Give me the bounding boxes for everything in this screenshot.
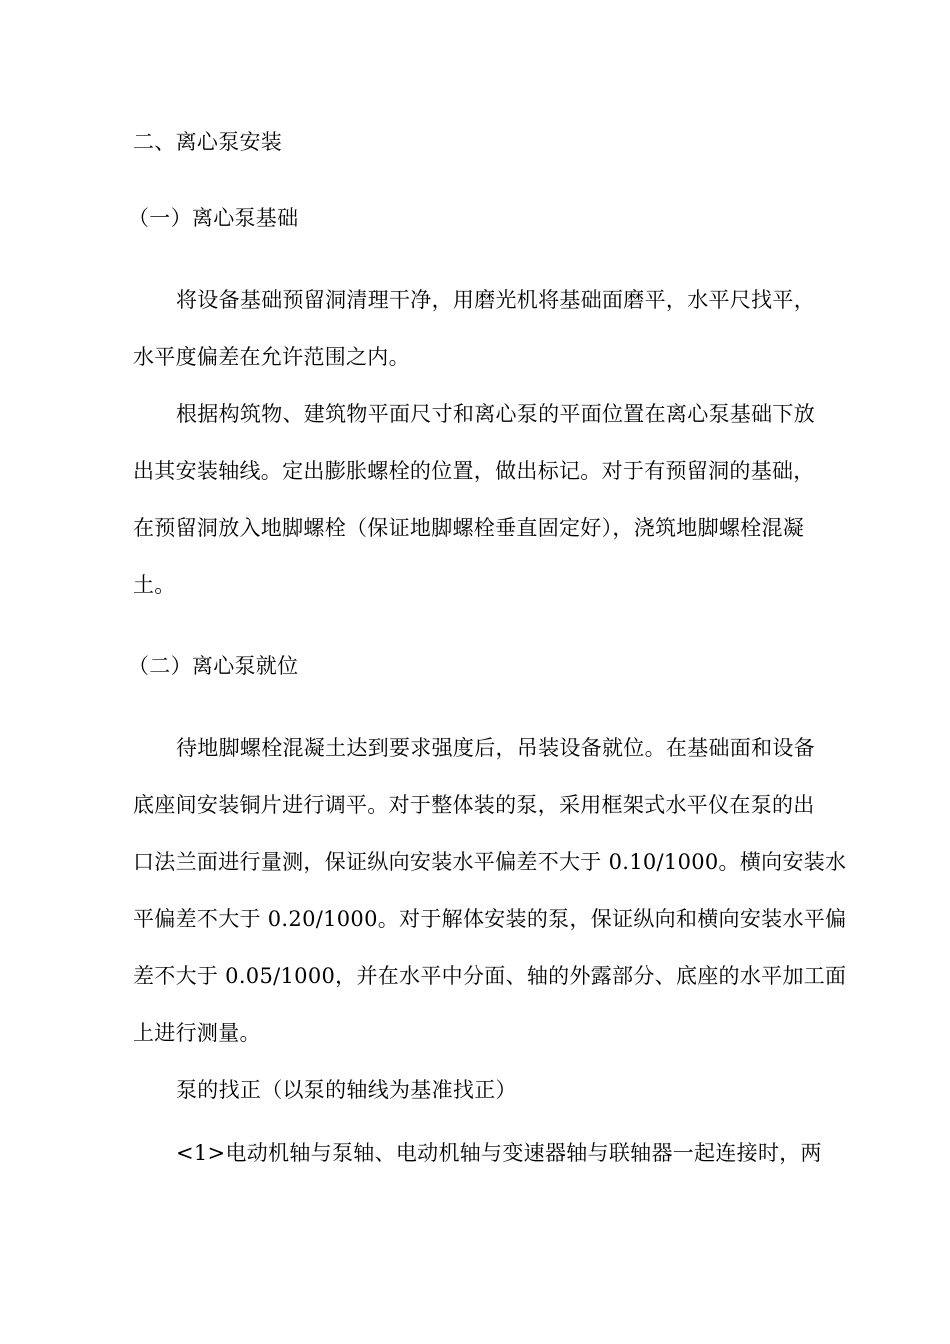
subsection-title-2: （二）离心泵就位 (128, 654, 299, 678)
section-title: 二、离心泵安装 (133, 130, 283, 154)
paragraph-line: 土。 (133, 573, 176, 597)
paragraph-line: 水平度偏差在允许范围之内。 (133, 345, 410, 369)
paragraph-line: 上进行测量。 (133, 1021, 261, 1045)
paragraph-line: 在预留洞放入地脚螺栓（保证地脚螺栓垂直固定好），浇筑地脚螺栓混凝 (133, 516, 805, 540)
paragraph-line: 将设备基础预留洞清理干净，用磨光机将基础面磨平，水平尺找平， (176, 288, 815, 312)
paragraph-line: 平偏差不大于 0.20/1000。对于解体安装的泵，保证纵向和横向安装水平偏 (133, 907, 847, 931)
paragraph-line: 底座间安装铜片进行调平。对于整体装的泵，采用框架式水平仪在泵的出 (133, 793, 815, 817)
subsection-title-1: （一）离心泵基础 (128, 206, 299, 230)
paragraph-line: 根据构筑物、建筑物平面尺寸和离心泵的平面位置在离心泵基础下放 (176, 402, 815, 426)
paragraph-line: 泵的找正（以泵的轴线为基准找正） (176, 1078, 517, 1102)
paragraph-line: 出其安装轴线。定出膨胀螺栓的位置，做出标记。对于有预留洞的基础， (133, 459, 815, 483)
paragraph-line: 口法兰面进行量测，保证纵向安装水平偏差不大于 0.10/1000。横向安装水 (133, 850, 847, 874)
paragraph-line: 待地脚螺栓混凝土达到要求强度后，吊装设备就位。在基础面和设备 (176, 736, 815, 760)
paragraph-line: <1>电动机轴与泵轴、电动机轴与变速器轴与联轴器一起连接时，两 (176, 1141, 822, 1165)
paragraph-line: 差不大于 0.05/1000，并在水平中分面、轴的外露部分、底座的水平加工面 (133, 964, 847, 988)
